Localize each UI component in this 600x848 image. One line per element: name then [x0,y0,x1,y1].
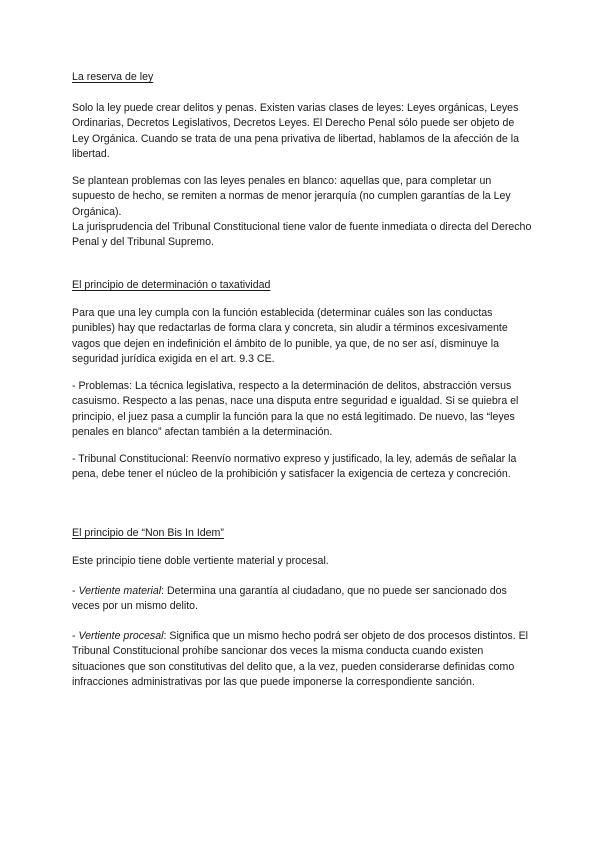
item-text: Significa que un mismo hecho podrá ser objeto de dos procesos distintos. El Tribunal Constitucional prohíbe sancionar dos veces la misma conducta cuando existen situaciones que son constitutivas del delito que, a la vez, pueden considerarse definidas como infracciones administrativas por las que puede imponerse la correspondiente sanción. [72,630,529,689]
paragraph: Este principio tiene doble vertiente material y procesal. [72,555,329,567]
paragraph: Solo la ley puede crear delitos y penas. Existen varias clases de leyes: Leyes orgánicas, Leyes Ordinarias, Decretos Legislativos, Decretos Leyes. El Derecho Penal sólo puede ser objeto de Ley Orgánica. Cuando se trata de una pena privativa de libertad, hablamos de la afección de la libertad. [72,102,519,161]
paragraph: La jurisprudencia del Tribunal Constitucional tiene valor de fuente inmediata o directa del Derecho Penal y del Tribunal Supremo. [72,221,532,249]
paragraph: Para que una ley cumpla con la función establecida (determinar cuáles son las conductas punibles) hay que redactarlas de forma clara y concreta, sin aludir a términos excesivamente vagos que dejen en indefinición el ámbito de lo punible, ya que, de no ser así, disminuye la seguridad jurídica exigida en el art. 9.3 CE. [72,307,508,366]
item-text: Determina una garantía al ciudadano, que no puede ser sancionado dos veces por un mismo delito. [72,585,507,613]
list-item: - Vertiente procesal: Significa que un mismo hecho podrá ser objeto de dos procesos distintos. El Tribunal Constitucional prohíbe sancionar dos veces la misma conducta cuando existen situaciones que son constitutivas del delito que, a la vez, pueden considerarse definidas como infracciones administrativas por las que puede imponerse la correspondiente sanción. [72,630,529,689]
item-label: Vertiente material [78,585,162,597]
paragraph: - Problemas: La técnica legislativa, respecto a la determinación de delitos, abstracción versus casuismo. Respecto a las penas, nace una disputa entre seguridad e igualdad. Si se quiebra el principio, el juez pasa a cumplir la función para la que no está legitimado. De nuevo, las “leyes penales en blanco” afectan también a la determinación. [72,380,519,439]
section-heading-determinacion: El principio de determinación o taxatividad [72,279,271,291]
paragraph: - Tribunal Constitucional: Reenvío normativo expreso y justificado, la ley, además de señalar la pena, debe tener el núcleo de la prohibición y satisfacer la exigencia de certeza y concreción. [72,453,517,481]
section-heading-non-bis-in-idem: El principio de “Non Bis In Idem” [72,527,224,539]
paragraph: Se plantean problemas con las leyes penales en blanco: aquellas que, para completar un supuesto de hecho, se remiten a normas de menor jerarquía (no cumplen garantías de la Ley Orgánica). [72,175,511,218]
section-heading-reserva-de-ley: La reserva de ley [72,71,154,83]
list-item: - Vertiente material: Determina una garantía al ciudadano, que no puede ser sancionado dos veces por un mismo delito. [72,585,507,613]
item-label: Vertiente procesal [78,630,164,642]
